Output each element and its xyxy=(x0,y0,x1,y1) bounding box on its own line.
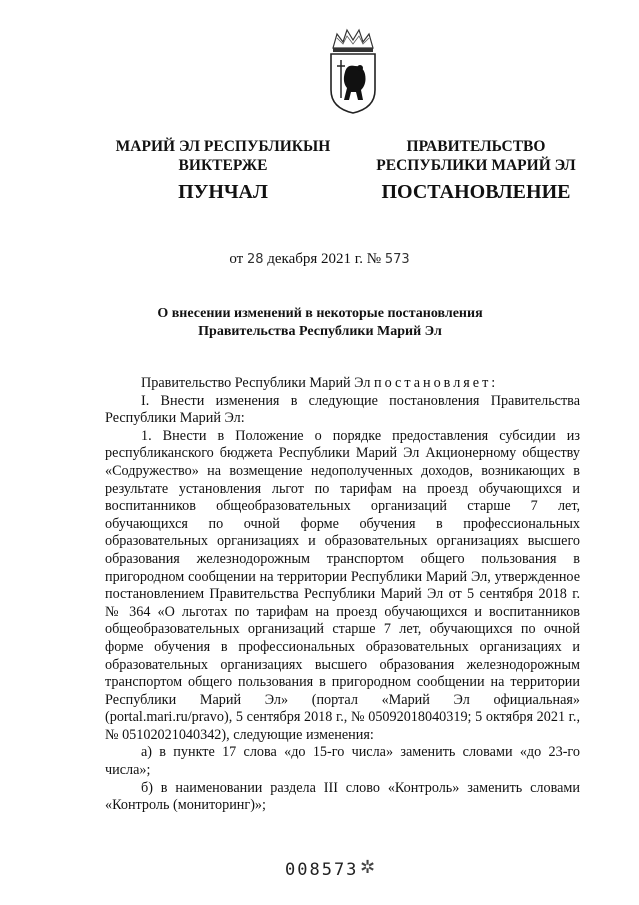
dateline-day: 28 xyxy=(246,252,264,267)
decree-verb: постановляет: xyxy=(373,375,499,391)
header-left-doctype: ПУНЧАЛ xyxy=(178,181,268,203)
serial-mark-icon: ✲ xyxy=(360,857,376,877)
header-right-doctype: ПОСТАНОВЛЕНИЕ xyxy=(381,181,571,203)
body-paragraph-3: 1. Внести в Положение о порядке предоставления субсидии из республиканского бюджета Республики Марий Эл Акционерному обществу «Содружество» на возмещение недополученных доходов, возникающих в результате установления льгот по тарифам на проезд обучающихся и воспитанников общеобразовательных организаций старше 7 лет, обучающихся по очной форме обучения в профессиональных образовательных организациях и образовательных организациях высшего образования железнодорожным транспортом общего пользования в пригородном сообщении на территории Республики Марий Эл, утвержденное постановлением Правительства Республики Марий Эл от 5 сентября 2018 г. № 364 «О льготах по тарифам на проезд обучающихся и воспитанников общеобразовательных организаций старше 7 лет, обучающихся по очной форме обучения в профессиональных образовательных организациях и образовательных организациях высшего образования железнодорожным транспортом общего пользования в пригородном сообщении на территории Республики Марий Эл» (портал «Марий Эл официальная» (portal.mari.ru/pravo), 5 сентября 2018 г., № 05092018040319; 5 октября 2021 г., № 05102021040342), следующие изменения: xyxy=(105,427,580,743)
header-left-line1: МАРИЙ ЭЛ РЕСПУБЛИКЫН xyxy=(115,138,331,155)
body-paragraph-2: I. Внести изменения в следующие постановления Правительства Республики Марий Эл: xyxy=(105,392,580,427)
body-paragraph-5: б) в наименовании раздела III слово «Контроль» заменить словами «Контроль (мониторинг)»; xyxy=(105,779,580,814)
dateline-number: 573 xyxy=(384,252,410,267)
header-left-line2: ВИКТЕРЖЕ xyxy=(178,157,268,174)
decree-intro: Правительство Республики Марий Эл xyxy=(141,375,374,391)
body-paragraph-4: а) в пункте 17 слова «до 15-го числа» заменить словами «до 23-го числа»; xyxy=(105,744,580,779)
coat-of-arms-emblem xyxy=(327,28,379,114)
document-title xyxy=(80,305,560,341)
header-right-line1: ПРАВИТЕЛЬСТВО xyxy=(406,138,546,155)
header-left-title xyxy=(98,137,348,175)
serial-number: 008573 xyxy=(285,860,359,880)
title-line1: О внесении изменений в некоторые постановления xyxy=(157,306,483,321)
dateline-month-year: декабря 2021 г. № xyxy=(263,251,385,267)
document-body xyxy=(105,375,580,815)
document-dateline xyxy=(0,251,639,268)
title-line2: Правительства Республики Марий Эл xyxy=(198,324,442,339)
body-paragraph-1 xyxy=(105,375,580,393)
header-right-line2: РЕСПУБЛИКИ МАРИЙ ЭЛ xyxy=(376,157,576,174)
header-right-title xyxy=(360,137,592,175)
dateline-prefix: от xyxy=(229,251,247,267)
